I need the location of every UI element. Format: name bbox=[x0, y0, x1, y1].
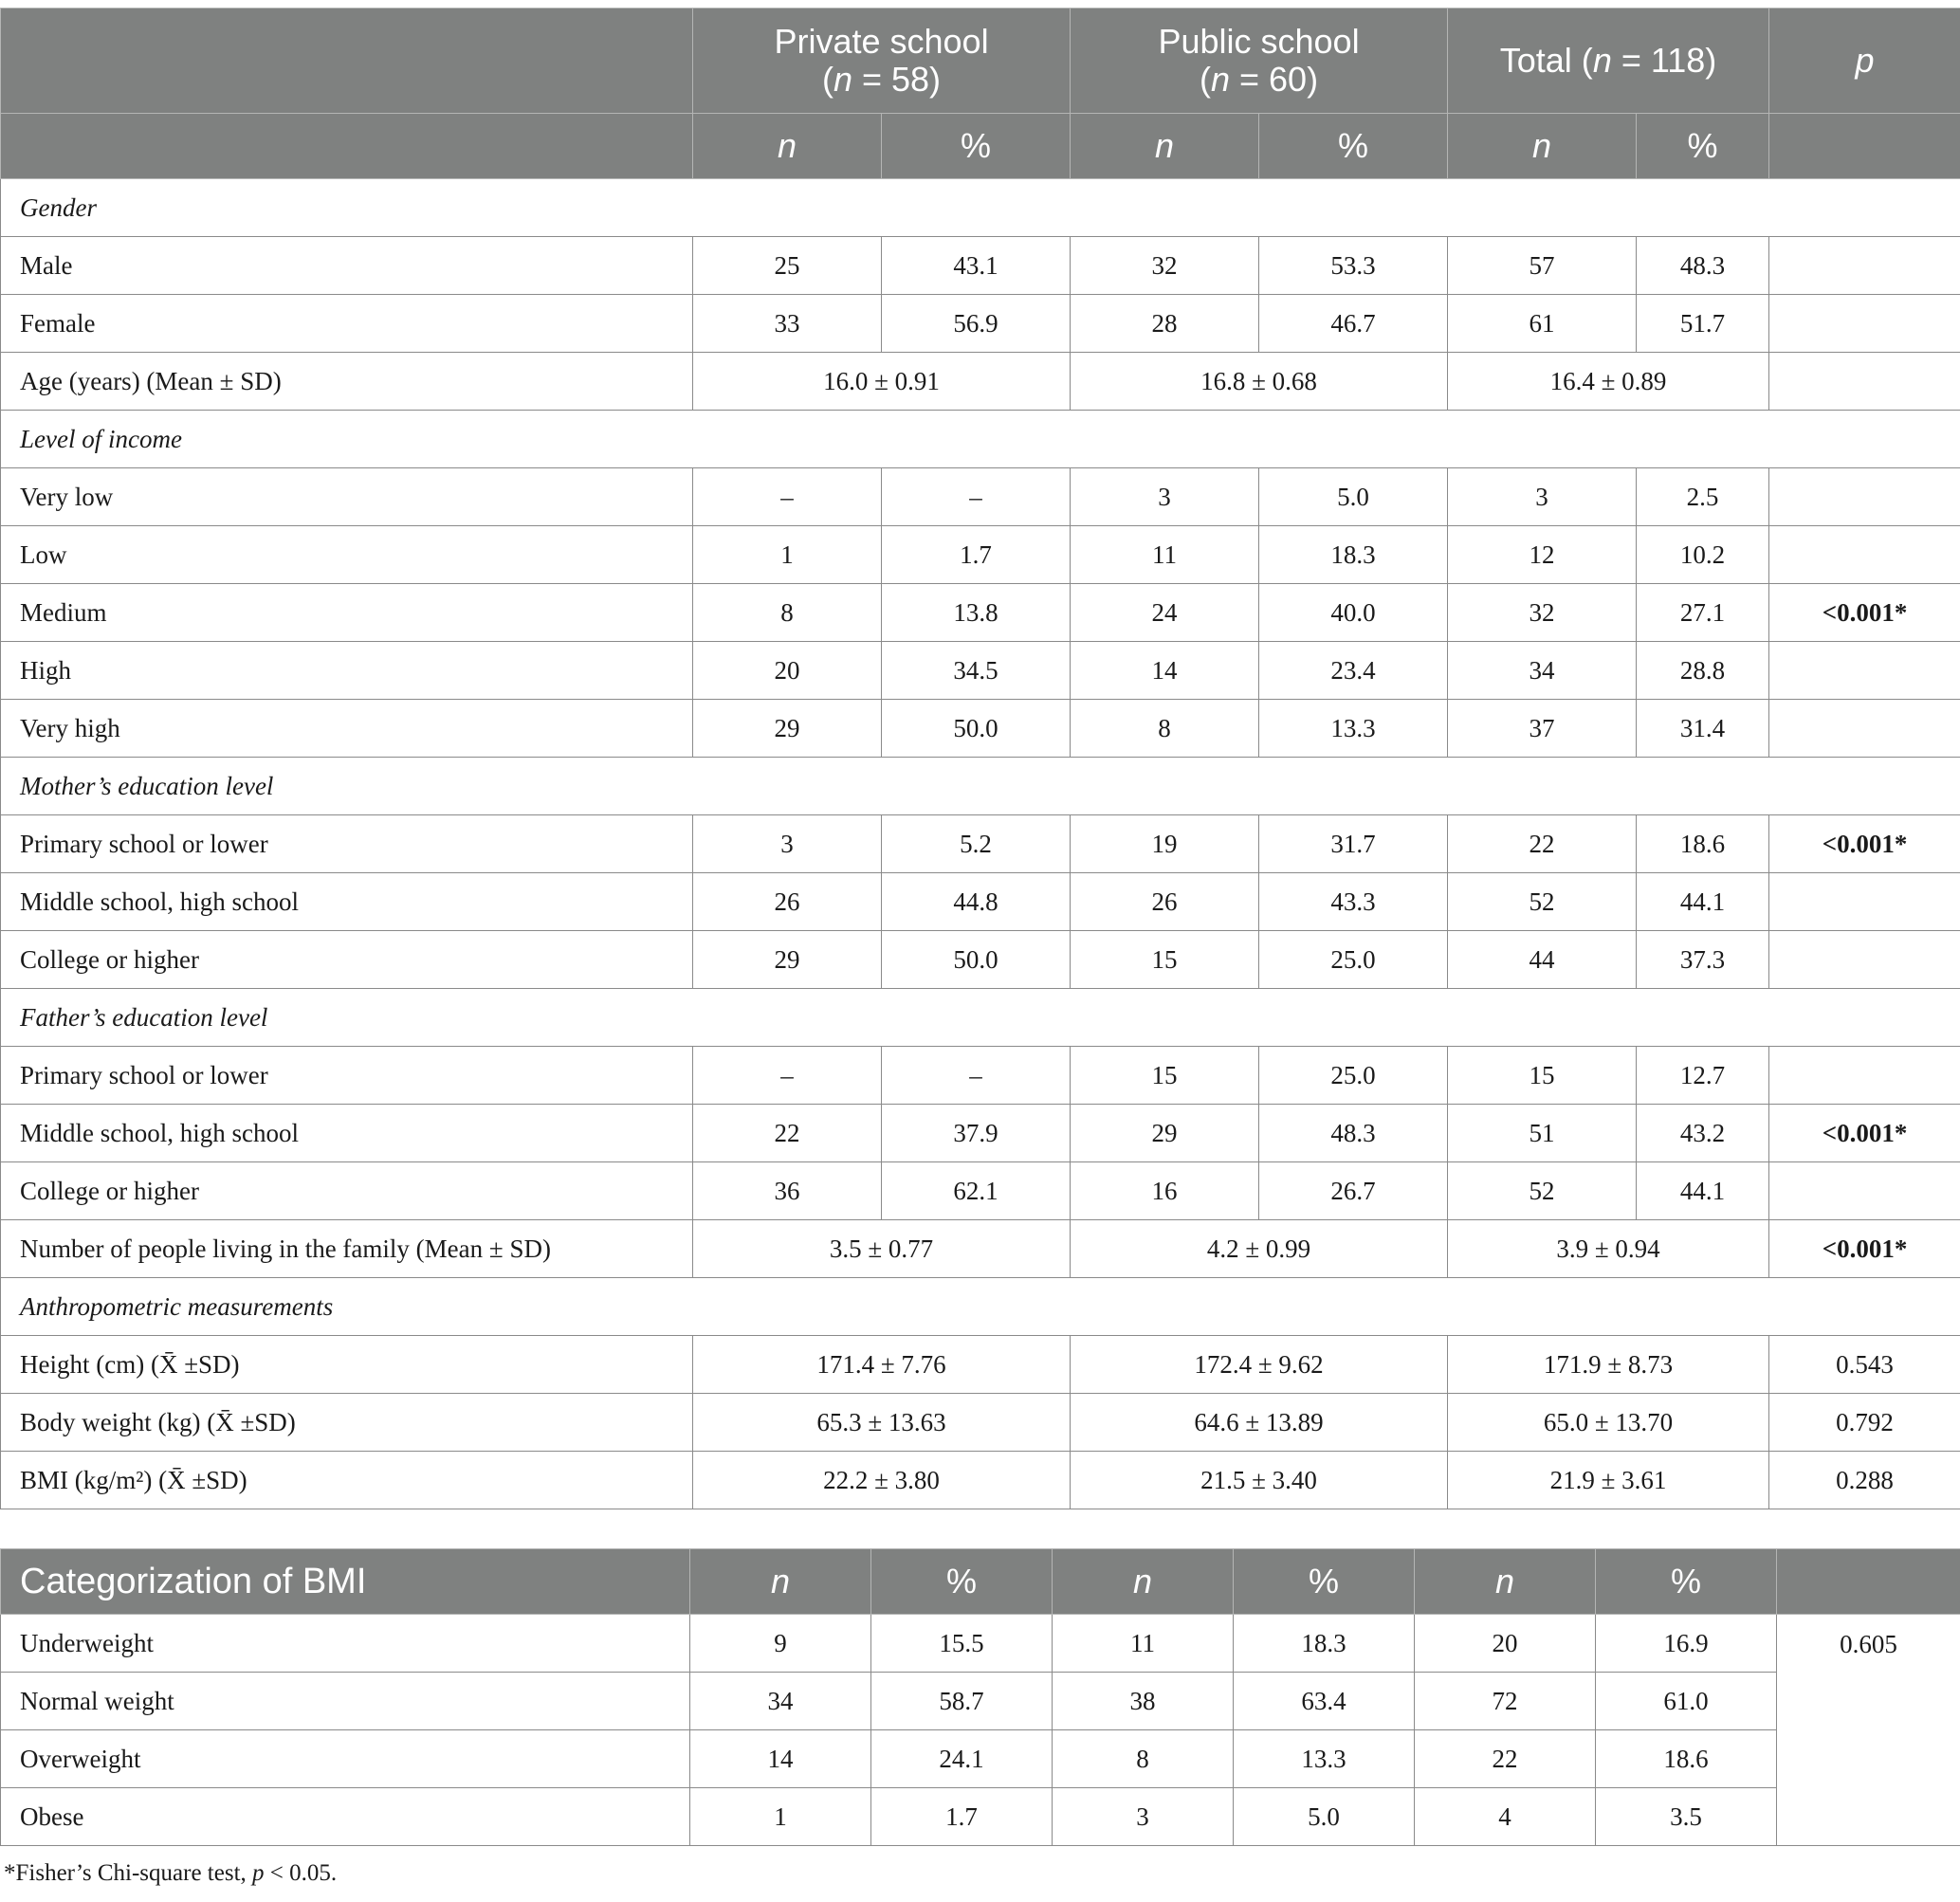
row-label: College or higher bbox=[1, 1162, 693, 1220]
cell-pct: 63.4 bbox=[1234, 1673, 1415, 1730]
cell-pct: 1.7 bbox=[871, 1788, 1053, 1846]
cell-mean-sd: 21.5 ± 3.40 bbox=[1071, 1452, 1448, 1509]
cell-p: <0.001* bbox=[1769, 1105, 1960, 1162]
row-label: Number of people living in the family (Mean ± SD) bbox=[1, 1220, 693, 1278]
cell-n: 26 bbox=[693, 873, 882, 931]
subheader-n: n bbox=[1415, 1549, 1596, 1615]
cell-pct: 2.5 bbox=[1637, 468, 1769, 526]
cell-n: 29 bbox=[693, 931, 882, 989]
cell-n: 20 bbox=[1415, 1615, 1596, 1673]
cell-pct: 56.9 bbox=[882, 295, 1071, 353]
subheader-pct: % bbox=[871, 1549, 1053, 1615]
cell-n: 19 bbox=[1071, 815, 1259, 873]
row-label: Middle school, high school bbox=[1, 873, 693, 931]
cell-n: 16 bbox=[1071, 1162, 1259, 1220]
cell-p: 0.543 bbox=[1769, 1336, 1960, 1394]
section-label: Gender bbox=[1, 179, 1960, 237]
section-row bbox=[1, 411, 1960, 468]
cell-n: 34 bbox=[1448, 642, 1637, 700]
section-label: Anthropometric measurements bbox=[1, 1278, 1960, 1336]
cell-p bbox=[1769, 295, 1960, 353]
cell-n: 8 bbox=[1053, 1730, 1234, 1788]
cell-pct: 26.7 bbox=[1259, 1162, 1448, 1220]
cell-n: 15 bbox=[1448, 1047, 1637, 1105]
cell-n: 29 bbox=[1071, 1105, 1259, 1162]
cell-pct: 48.3 bbox=[1637, 237, 1769, 295]
table-row bbox=[1, 584, 1960, 642]
cell-n: 24 bbox=[1071, 584, 1259, 642]
row-label: Primary school or lower bbox=[1, 815, 693, 873]
subheader-pct: % bbox=[1234, 1549, 1415, 1615]
section-row bbox=[1, 989, 1960, 1047]
cell-n: 11 bbox=[1071, 526, 1259, 584]
cell-n: 28 bbox=[1071, 295, 1259, 353]
public-n: (n = 60) bbox=[1199, 60, 1319, 99]
row-label: Female bbox=[1, 295, 693, 353]
cell-mean-sd: 21.9 ± 3.61 bbox=[1448, 1452, 1769, 1509]
cell-n: 32 bbox=[1448, 584, 1637, 642]
subheader-n: n bbox=[693, 114, 882, 179]
subheader-blank bbox=[1, 114, 693, 179]
cell-n: 22 bbox=[1448, 815, 1637, 873]
cell-n: 51 bbox=[1448, 1105, 1637, 1162]
cell-p bbox=[1769, 700, 1960, 758]
section-label: Level of income bbox=[1, 411, 1960, 468]
table-row bbox=[1, 468, 1960, 526]
cell-mean-sd: 171.9 ± 8.73 bbox=[1448, 1336, 1769, 1394]
cell-pct: 50.0 bbox=[882, 700, 1071, 758]
cell-p bbox=[1769, 353, 1960, 411]
table-row bbox=[1, 1673, 1960, 1730]
cell-pct: 37.3 bbox=[1637, 931, 1769, 989]
cell-pct: 43.1 bbox=[882, 237, 1071, 295]
row-label: High bbox=[1, 642, 693, 700]
cell-pct: 13.3 bbox=[1234, 1730, 1415, 1788]
header-blank bbox=[1, 9, 693, 114]
private-n: (n = 58) bbox=[821, 60, 942, 99]
subheader-n: n bbox=[1053, 1549, 1234, 1615]
cell-n: 1 bbox=[690, 1788, 871, 1846]
cell-p bbox=[1769, 873, 1960, 931]
subheader-pct: % bbox=[1637, 114, 1769, 179]
bmi-title: Categorization of BMI bbox=[1, 1549, 690, 1615]
cell-pct: 18.3 bbox=[1234, 1615, 1415, 1673]
cell-n: 38 bbox=[1053, 1673, 1234, 1730]
cell-pct: 5.0 bbox=[1259, 468, 1448, 526]
header-p: p bbox=[1769, 9, 1960, 114]
cell-n: 36 bbox=[693, 1162, 882, 1220]
cell-pct: 13.8 bbox=[882, 584, 1071, 642]
cell-n: 22 bbox=[693, 1105, 882, 1162]
cell-n: 72 bbox=[1415, 1673, 1596, 1730]
cell-n: 1 bbox=[693, 526, 882, 584]
cell-pct: 16.9 bbox=[1596, 1615, 1777, 1673]
row-label: College or higher bbox=[1, 931, 693, 989]
cell-p bbox=[1769, 468, 1960, 526]
cell-n: 8 bbox=[1071, 700, 1259, 758]
row-label: Primary school or lower bbox=[1, 1047, 693, 1105]
demographics-table bbox=[0, 8, 1960, 1509]
cell-mean-sd: 3.5 ± 0.77 bbox=[693, 1220, 1071, 1278]
cell-pct: 58.7 bbox=[871, 1673, 1053, 1730]
cell-pct: 62.1 bbox=[882, 1162, 1071, 1220]
subheader-n: n bbox=[1448, 114, 1637, 179]
cell-pct: 25.0 bbox=[1259, 931, 1448, 989]
cell-pct: 46.7 bbox=[1259, 295, 1448, 353]
row-label: Very low bbox=[1, 468, 693, 526]
cell-p bbox=[1769, 1162, 1960, 1220]
cell-p: 0.605 bbox=[1777, 1615, 1960, 1846]
cell-mean-sd: 65.3 ± 13.63 bbox=[693, 1394, 1071, 1452]
cell-p: 0.288 bbox=[1769, 1452, 1960, 1509]
cell-n: 33 bbox=[693, 295, 882, 353]
cell-n: 29 bbox=[693, 700, 882, 758]
subheader-n: n bbox=[1071, 114, 1259, 179]
cell-pct: 31.7 bbox=[1259, 815, 1448, 873]
subheader-blank bbox=[1777, 1549, 1960, 1615]
cell-n: 3 bbox=[1053, 1788, 1234, 1846]
cell-p bbox=[1769, 526, 1960, 584]
cell-pct: 18.3 bbox=[1259, 526, 1448, 584]
table-row bbox=[1, 1452, 1960, 1509]
cell-n: 11 bbox=[1053, 1615, 1234, 1673]
cell-n: 8 bbox=[693, 584, 882, 642]
cell-mean-sd: 172.4 ± 9.62 bbox=[1071, 1336, 1448, 1394]
table-row bbox=[1, 700, 1960, 758]
table-row bbox=[1, 237, 1960, 295]
footnote: *Fisher’s Chi-square test, p < 0.05. bbox=[4, 1860, 338, 1886]
section-label: Mother’s education level bbox=[1, 758, 1960, 815]
cell-pct: 5.2 bbox=[882, 815, 1071, 873]
cell-n: 9 bbox=[690, 1615, 871, 1673]
cell-p bbox=[1769, 237, 1960, 295]
row-label: Medium bbox=[1, 584, 693, 642]
table-row bbox=[1, 526, 1960, 584]
cell-mean-sd: 171.4 ± 7.76 bbox=[693, 1336, 1071, 1394]
cell-p bbox=[1769, 1047, 1960, 1105]
section-row bbox=[1, 1278, 1960, 1336]
row-label: Body weight (kg) (X̄ ±SD) bbox=[1, 1394, 693, 1452]
table-row bbox=[1, 815, 1960, 873]
cell-n: 37 bbox=[1448, 700, 1637, 758]
cell-pct: 10.2 bbox=[1637, 526, 1769, 584]
table-row bbox=[1, 1336, 1960, 1394]
cell-pct: 25.0 bbox=[1259, 1047, 1448, 1105]
table-row bbox=[1, 931, 1960, 989]
cell-n: 4 bbox=[1415, 1788, 1596, 1846]
cell-pct: 18.6 bbox=[1637, 815, 1769, 873]
cell-pct: 34.5 bbox=[882, 642, 1071, 700]
section-row bbox=[1, 758, 1960, 815]
cell-pct: 53.3 bbox=[1259, 237, 1448, 295]
cell-n: 25 bbox=[693, 237, 882, 295]
cell-pct: 28.8 bbox=[1637, 642, 1769, 700]
cell-n: 3 bbox=[1071, 468, 1259, 526]
cell-n: 15 bbox=[1071, 931, 1259, 989]
cell-mean-sd: 16.0 ± 0.91 bbox=[693, 353, 1071, 411]
cell-n: 3 bbox=[693, 815, 882, 873]
cell-mean-sd: 64.6 ± 13.89 bbox=[1071, 1394, 1448, 1452]
table-row bbox=[1, 1220, 1960, 1278]
cell-mean-sd: 16.8 ± 0.68 bbox=[1071, 353, 1448, 411]
row-label: Age (years) (Mean ± SD) bbox=[1, 353, 693, 411]
cell-n: 34 bbox=[690, 1673, 871, 1730]
table-row bbox=[1, 873, 1960, 931]
row-label: Normal weight bbox=[1, 1673, 690, 1730]
cell-n: 20 bbox=[693, 642, 882, 700]
cell-p: 0.792 bbox=[1769, 1394, 1960, 1452]
row-label: Overweight bbox=[1, 1730, 690, 1788]
subheader-pct: % bbox=[882, 114, 1071, 179]
cell-pct: 27.1 bbox=[1637, 584, 1769, 642]
subheader-blank bbox=[1769, 114, 1960, 179]
cell-n: 57 bbox=[1448, 237, 1637, 295]
cell-mean-sd: 16.4 ± 0.89 bbox=[1448, 353, 1769, 411]
cell-n: 52 bbox=[1448, 1162, 1637, 1220]
cell-pct: 43.2 bbox=[1637, 1105, 1769, 1162]
cell-mean-sd: 3.9 ± 0.94 bbox=[1448, 1220, 1769, 1278]
cell-pct: – bbox=[882, 1047, 1071, 1105]
table-row bbox=[1, 1162, 1960, 1220]
cell-pct: 1.7 bbox=[882, 526, 1071, 584]
table-row bbox=[1, 353, 1960, 411]
cell-pct: 12.7 bbox=[1637, 1047, 1769, 1105]
cell-n: 3 bbox=[1448, 468, 1637, 526]
cell-n: 32 bbox=[1071, 237, 1259, 295]
cell-n: 15 bbox=[1071, 1047, 1259, 1105]
header-public-school: Public school (n = 60) bbox=[1071, 9, 1448, 114]
cell-pct: 3.5 bbox=[1596, 1788, 1777, 1846]
cell-mean-sd: 65.0 ± 13.70 bbox=[1448, 1394, 1769, 1452]
cell-n: 14 bbox=[1071, 642, 1259, 700]
table-row bbox=[1, 1105, 1960, 1162]
cell-p bbox=[1769, 642, 1960, 700]
cell-p: <0.001* bbox=[1769, 815, 1960, 873]
section-row bbox=[1, 179, 1960, 237]
header-private-school: Private school (n = 58) bbox=[693, 9, 1071, 114]
cell-pct: 44.1 bbox=[1637, 1162, 1769, 1220]
cell-pct: 5.0 bbox=[1234, 1788, 1415, 1846]
row-label: Underweight bbox=[1, 1615, 690, 1673]
cell-p: <0.001* bbox=[1769, 584, 1960, 642]
cell-pct: 40.0 bbox=[1259, 584, 1448, 642]
cell-pct: 31.4 bbox=[1637, 700, 1769, 758]
cell-n: 14 bbox=[690, 1730, 871, 1788]
cell-n: 12 bbox=[1448, 526, 1637, 584]
row-label: BMI (kg/m²) (X̄ ±SD) bbox=[1, 1452, 693, 1509]
table-row bbox=[1, 1047, 1960, 1105]
cell-pct: 43.3 bbox=[1259, 873, 1448, 931]
subheader-n: n bbox=[690, 1549, 871, 1615]
cell-n: 22 bbox=[1415, 1730, 1596, 1788]
bmi-category-table bbox=[0, 1548, 1960, 1846]
cell-pct: 61.0 bbox=[1596, 1673, 1777, 1730]
cell-n: – bbox=[693, 1047, 882, 1105]
cell-pct: 50.0 bbox=[882, 931, 1071, 989]
cell-pct: 18.6 bbox=[1596, 1730, 1777, 1788]
table-row bbox=[1, 1394, 1960, 1452]
section-label: Father’s education level bbox=[1, 989, 1960, 1047]
table-row bbox=[1, 642, 1960, 700]
row-label: Very high bbox=[1, 700, 693, 758]
cell-pct: 24.1 bbox=[871, 1730, 1053, 1788]
table-row bbox=[1, 295, 1960, 353]
cell-mean-sd: 22.2 ± 3.80 bbox=[693, 1452, 1071, 1509]
cell-n: 52 bbox=[1448, 873, 1637, 931]
cell-n: 26 bbox=[1071, 873, 1259, 931]
cell-pct: 15.5 bbox=[871, 1615, 1053, 1673]
cell-pct: 13.3 bbox=[1259, 700, 1448, 758]
subheader-pct: % bbox=[1259, 114, 1448, 179]
header-total: Total (n = 118) bbox=[1448, 9, 1769, 114]
row-label: Middle school, high school bbox=[1, 1105, 693, 1162]
cell-pct: 51.7 bbox=[1637, 295, 1769, 353]
row-label: Male bbox=[1, 237, 693, 295]
table-row bbox=[1, 1788, 1960, 1846]
subheader-pct: % bbox=[1596, 1549, 1777, 1615]
row-label: Height (cm) (X̄ ±SD) bbox=[1, 1336, 693, 1394]
row-label: Obese bbox=[1, 1788, 690, 1846]
cell-mean-sd: 4.2 ± 0.99 bbox=[1071, 1220, 1448, 1278]
cell-pct: 44.8 bbox=[882, 873, 1071, 931]
row-label: Low bbox=[1, 526, 693, 584]
cell-pct: 48.3 bbox=[1259, 1105, 1448, 1162]
cell-n: 61 bbox=[1448, 295, 1637, 353]
table-row bbox=[1, 1730, 1960, 1788]
cell-pct: 37.9 bbox=[882, 1105, 1071, 1162]
cell-pct: 23.4 bbox=[1259, 642, 1448, 700]
cell-n: 44 bbox=[1448, 931, 1637, 989]
cell-pct: – bbox=[882, 468, 1071, 526]
table-row bbox=[1, 1615, 1960, 1673]
cell-p: <0.001* bbox=[1769, 1220, 1960, 1278]
cell-pct: 44.1 bbox=[1637, 873, 1769, 931]
cell-n: – bbox=[693, 468, 882, 526]
cell-p bbox=[1769, 931, 1960, 989]
